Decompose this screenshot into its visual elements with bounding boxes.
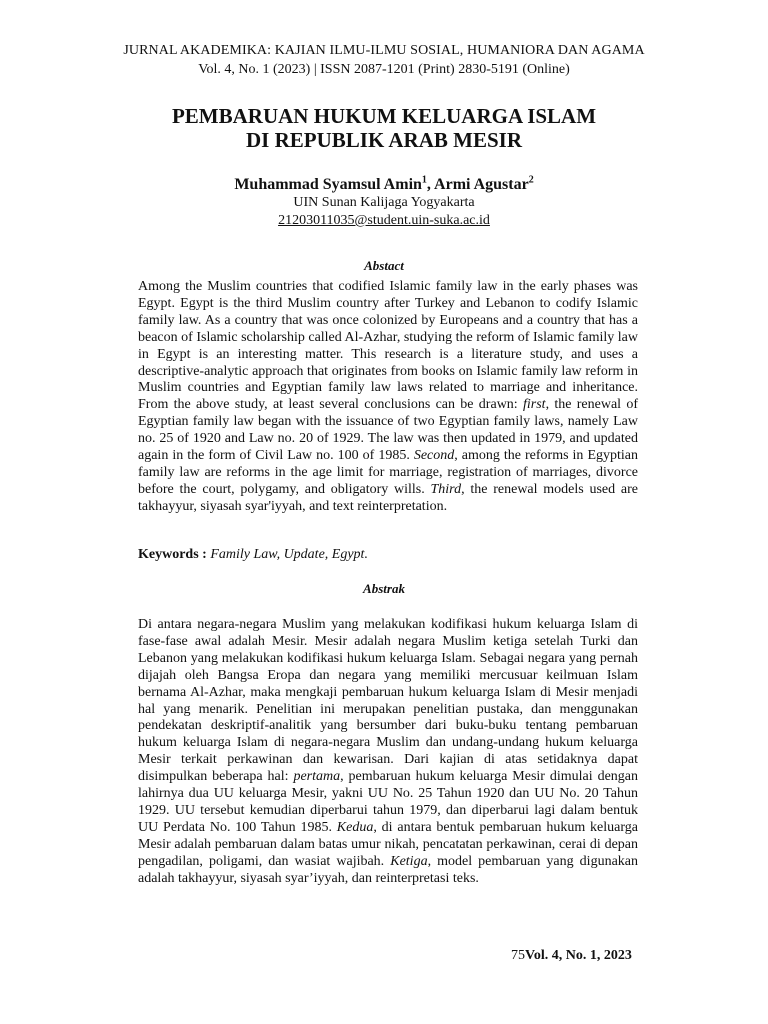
keywords [138,547,638,563]
abstract-id-body [138,617,638,888]
author-separator: , [426,176,435,193]
abstract-en-part3: , among the reforms in Egyptian family law are reforms in the age limit for marriage, registration of marriages, divorce before the court, polygamy, and obligatory wills. [138,448,638,497]
author-1-name: Muhammad Syamsul Amin [234,176,422,193]
author-2-name: Armi Agustar [434,176,529,193]
author-email-link[interactable]: 21203011035@student.uin-suka.ac.id [278,213,490,228]
title-line-2: DI REPUBLIK ARAB MESIR [246,128,522,152]
abstract-id-heading: Abstrak [363,581,405,596]
footer-issue: Vol. 4, No. 1, 2023 [525,948,632,963]
abstract-id-emph-pertama: pertama [293,769,341,785]
page-number: 75 [511,948,525,963]
abstract-en-emph-third: Third [430,481,462,497]
page-footer [511,948,632,964]
abstract-id-part1: Di antara negara-negara Muslim yang melakukan kodifikasi hukum keluarga Islam di fase-fase awal adalah Mesir. Mesir adalah negara Muslim ketiga setelah Turki dan Lebanon yang melakukan kodifikasi hukum keluarga Islam. Sebagai negara yang pernah dijajah oleh Bangsa Eropa dan negara yang memiliki mercusuar keilmuan Islam bernama Al-Azhar, maka mengkaji pembaruan hukum keluarga Islam di Mesir menjadi hal yang menarik. Penelitian ini merupakan penelitian pustaka, dan menggunakan pendekatan deskriptif-analitik yang bersumber dari buku-buku tentang pembaruan hukum keluarga Islam di negara-negara Muslim dan undang-undang hukum keluarga Mesir terkait perkawinan dan kewarisan. Dari kajian di atas setidaknya dapat disimpulkan beberapa hal: [138,617,638,785]
abstract-id-emph-kedua: Kedua [336,819,374,835]
affiliation: UIN Sunan Kalijaga Yogyakarta [293,195,475,210]
abstract-id-part2: , pembaruan hukum keluarga Mesir dimulai dengan lahirnya dua UU keluarga Mesir, yakni UU No. 25 Tahun 1920 dan UU No. 20 Tahun 1929. UU tersebut kemudian diperbarui tahun 1979, dan diperbarui lagi dalam bentuk UU Perdata No. 100 Tahun 1985. [138,769,638,835]
abstract-id-part4: , model pembaruan yang digunakan adalah takhayyur, siyasah syar’iyyah, dan reinterpretasi teks. [138,853,638,886]
author-2-affil-mark: 2 [528,174,534,186]
abstract-en-heading: Abstact [364,258,404,273]
paper-title [0,104,768,152]
abstract-id-emph-ketiga: Ketiga [390,853,428,869]
keywords-text: Family Law, Update, Egypt. [210,547,368,562]
abstract-en-body [138,279,638,516]
abstract-en-part4: , the renewal models used are takhayyur, siyasah syar'iyyah, and text reinterpretation. [138,481,638,514]
author-line [0,176,768,194]
abstract-en-emph-first: first [522,397,546,413]
keywords-label: Keywords : [138,547,207,562]
abstract-id-part3: , di antara bentuk pembaruan hukum keluarga Mesir adalah pembaruan dalam batas umur nikah, pencatatan perkawinan, cerai di depan pengadilan, poligami, dan wasiat wajibah. [138,819,638,869]
journal-issue-line: Vol. 4, No. 1 (2023) | ISSN 2087-1201 (Print) 2830-5191 (Online) [198,62,570,77]
title-line-1: PEMBARUAN HUKUM KELUARGA ISLAM [171,104,597,128]
abstract-en-part1: Among the Muslim countries that codified Islamic family law in the early phases was Egypt. Egypt is the third Muslim country after Turkey and Lebanon to codify Islamic family law. As a country that was once colonized by Europeans and a country that has a beacon of Islamic scholarship called Al-Azhar, studying the reform of Islamic family law in Egypt is an interesting matter. This research is a literature study, and uses a descriptive-analytic approach that originates from books on Islamic family law reform in Muslim countries and Egyptian family law laws related to marriage and inheritance. From the above study, at least several conclusions can be drawn: [138,279,638,413]
abstract-en-emph-second: Second [413,448,455,464]
journal-name: JURNAL AKADEMIKA: KAJIAN ILMU-ILMU SOSIAL, HUMANIORA DAN AGAMA [123,43,645,58]
abstract-en-part2: , the renewal of Egyptian family law began with the issuance of two Egyptian family laws, namely Law no. 25 of 1920 and Law no. 20 of 1929. The law was then updated in 1979, and updated again in the form of Civil Law no. 100 of 1985. [138,397,638,464]
author-1-affil-mark: 1 [421,174,427,186]
